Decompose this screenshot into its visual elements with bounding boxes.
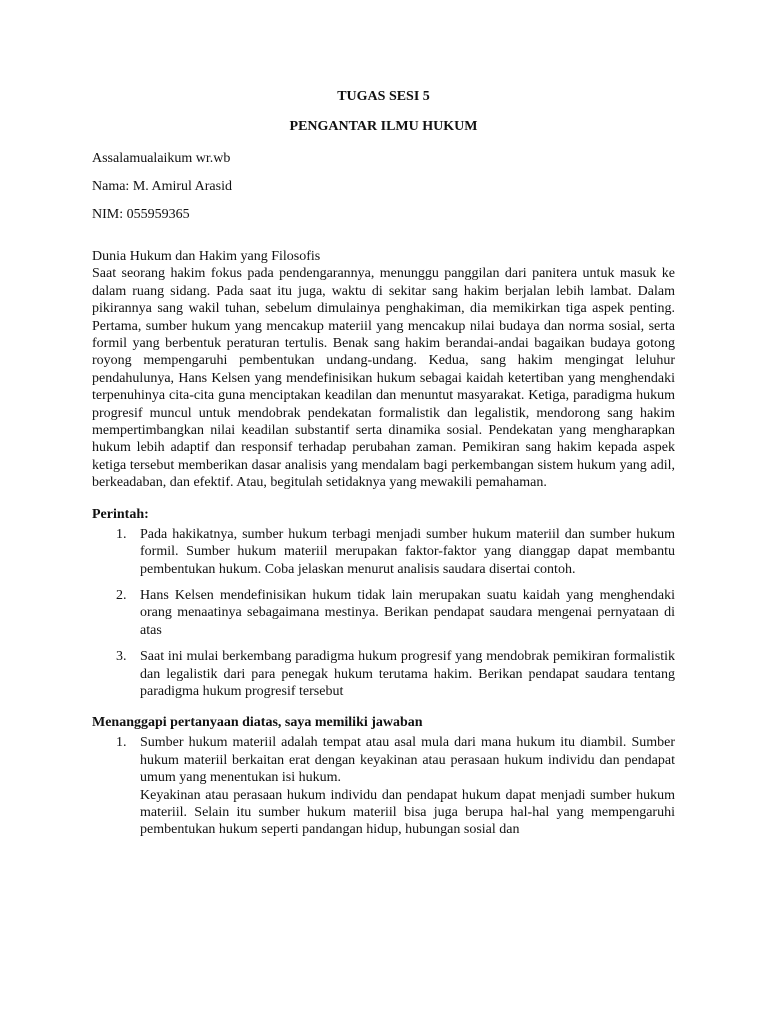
instruction-item [92,526,675,578]
greeting: Assalamualaikum wr.wb [92,151,231,166]
instruction-text: Saat ini mulai berkembang paradigma hukum progresif yang mendobrak pemikiran formalistik dan legalistik dari para penegak hukum terutama hakim. Berikan pendapat saudara tentang paradigma hukum progresif tersebut [140,649,675,699]
instruction-number: 2. [116,587,127,603]
student-nim: NIM: 055959365 [92,207,190,222]
instruction-number: 1. [116,526,127,542]
instruction-text: Hans Kelsen mendefinisikan hukum tidak lain merupakan suatu kaidah yang menghendaki orang menaatinya sebagaimana mestinya. Berikan pendapat saudara mengenai pernyataan di atas [140,587,675,638]
document-title: TUGAS SESI 5 [337,89,430,104]
spacer [92,226,675,248]
essay-body: Saat seorang hakim fokus pada pendengarannya, menunggu panggilan dari panitera untuk masuk ke dalam ruang sidang. Pada saat itu juga, waktu di sekitar sang hakim berjalan lebih lambat. Dalam pikirannya sang wakil tuhan, sebelum dimulainya penghakiman, dia memikirkan tiga aspek penting. Pertama, sumber hukum yang mencakup materiil yang mencakup nilai budaya dan norma sosial, serta formil yang berbentuk peraturan tertulis. Benak sang hakim berandai-andai bagaikan budaya gotong royong mempengaruhi pembentukan undang-undang. Kedua, sang hakim mengingat leluhur pendahulunya, Hans Kelsen yang mendefinisikan hukum sebagai kaidah ketertiban yang menghendaki terpenuhinya cita-cita guna menciptakan keadilan dan menuntut masyarakat. Ketiga, paradigma hukum progresif muncul untuk mendobrak pendekatan formalistik dan legalistik, mendorong sang hakim mempertimbangkan nilai keadilan substantif serta dinamika sosial. Pendekatan yang mengharapkan hukum lebih adaptif dan responsif terhadap perubahan zaman. Pemikiran sang hakim kepada aspek ketiga tersebut memberikan dasar analisis yang mendalam bagi perkembangan sistem hukum yang adil, berkeadaban, dan efektif. Atau, begitulah setidaknya yang mewakili pemahaman. [92,266,675,491]
answer-number: 1. [116,735,127,751]
answer-paragraph: Sumber hukum materiil adalah tempat atau asal mula dari mana hukum itu diambil. Sumber hukum materiil berkaitan erat dengan keyakinan atau perasaan hukum individu dan pendapat umum yang menentukan isi hukum. [140,735,675,786]
answers-list [92,734,675,838]
instruction-number: 3. [116,649,127,665]
student-name: Nama: M. Amirul Arasid [92,179,232,194]
answer-item [92,734,675,838]
instructions-heading: Perintah: [92,506,149,522]
answers-heading: Menanggapi pertanyaan diatas, saya memiliki jawaban [92,715,423,731]
instructions-list [92,526,675,701]
document-subtitle: PENGANTAR ILMU HUKUM [289,119,478,134]
instruction-item [92,587,675,639]
essay-title: Dunia Hukum dan Hakim yang Filosofis [92,249,321,264]
answer-paragraph: Keyakinan atau perasaan hukum individu dan pendapat hukum dapat menjadi sumber hukum materiil. Selain itu sumber hukum materiil bisa juga berupa hal-hal yang mempengaruhi pembentukan hukum seperti pandangan hidup, hubungan sosial dan [140,787,675,838]
document-page [92,86,675,848]
instruction-item [92,648,675,700]
instruction-text: Pada hakikatnya, sumber hukum terbagi menjadi sumber hukum materiil dan sumber hukum formil. Sumber hukum materiil merupakan faktor-faktor yang dianggap dapat membantu pembentukan hukum. Coba jelaskan menurut analisis saudara disertai contoh. [140,526,675,577]
